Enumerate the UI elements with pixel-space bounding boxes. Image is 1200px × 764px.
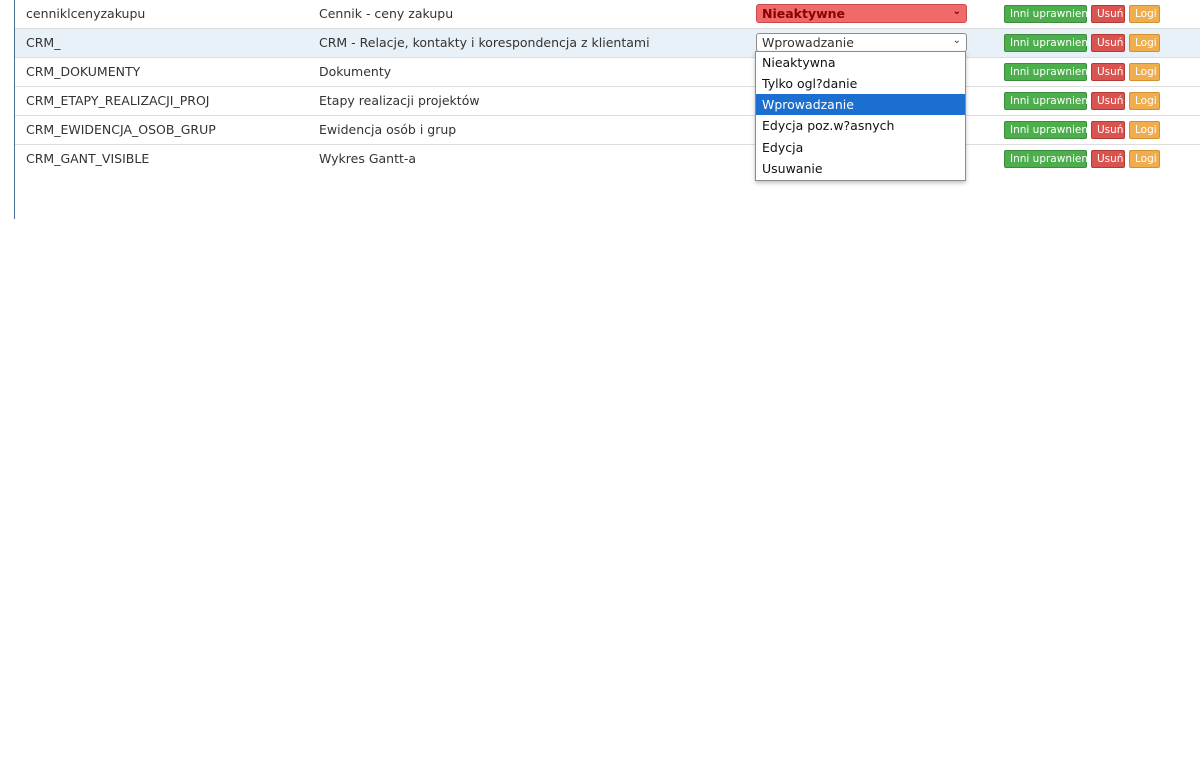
module-description: Ewidencja osób i grup xyxy=(319,122,457,137)
delete-button[interactable]: Usuń xyxy=(1091,150,1125,168)
chevron-down-icon: ⌄ xyxy=(952,35,961,46)
logs-button[interactable]: Logi xyxy=(1129,63,1160,81)
table-row xyxy=(15,57,1200,86)
delete-button[interactable]: Usuń xyxy=(1091,63,1125,81)
module-code: CRM_ xyxy=(26,35,61,50)
table-row xyxy=(15,144,1200,173)
chevron-down-icon: ⌄ xyxy=(952,6,961,17)
module-description: Etapy realizacji projektów xyxy=(319,93,480,108)
permission-select-value: Nieaktywne xyxy=(762,6,846,21)
dropdown-option[interactable]: Nieaktywna xyxy=(762,55,836,70)
delete-button[interactable]: Usuń xyxy=(1091,121,1125,139)
module-code: CRM_ETAPY_REALIZACJI_PROJ xyxy=(26,93,210,108)
table-row xyxy=(15,115,1200,144)
module-code: cenniklcenyzakupu xyxy=(26,6,146,21)
module-description: Wykres Gantt-a xyxy=(319,151,417,166)
dropdown-option[interactable]: Usuwanie xyxy=(762,161,823,176)
others-authorized-button[interactable]: Inni uprawnieni xyxy=(1004,150,1087,168)
logs-button[interactable]: Logi xyxy=(1129,92,1160,110)
permission-select[interactable] xyxy=(756,33,967,52)
dropdown-option[interactable]: Tylko ogl?danie xyxy=(762,76,858,91)
module-description: Dokumenty xyxy=(319,64,392,79)
dropdown-option[interactable]: Edycja poz.w?asnych xyxy=(762,118,895,133)
others-authorized-button[interactable]: Inni uprawnieni xyxy=(1004,63,1087,81)
module-code: CRM_GANT_VISIBLE xyxy=(26,151,150,166)
delete-button[interactable]: Usuń xyxy=(1091,34,1125,52)
logs-button[interactable]: Logi xyxy=(1129,150,1160,168)
dropdown-option[interactable]: Edycja xyxy=(762,140,804,155)
others-authorized-button[interactable]: Inni uprawnieni xyxy=(1004,92,1087,110)
others-authorized-button[interactable]: Inni uprawnieni xyxy=(1004,121,1087,139)
others-authorized-button[interactable]: Inni uprawnieni xyxy=(1004,5,1087,23)
permissions-panel xyxy=(14,0,1200,219)
logs-button[interactable]: Logi xyxy=(1129,34,1160,52)
module-code: CRM_DOKUMENTY xyxy=(26,64,141,79)
permission-dropdown-list xyxy=(755,51,966,181)
others-authorized-button[interactable]: Inni uprawnieni xyxy=(1004,34,1087,52)
logs-button[interactable]: Logi xyxy=(1129,121,1160,139)
delete-button[interactable]: Usuń xyxy=(1091,92,1125,110)
logs-button[interactable]: Logi xyxy=(1129,5,1160,23)
table-row xyxy=(15,0,1200,29)
module-code: CRM_EWIDENCJA_OSOB_GRUP xyxy=(26,122,216,137)
dropdown-option-selected[interactable]: Wprowadzanie xyxy=(756,94,965,115)
module-description: CRM - Relacje, kontakty i korespondencja z klientami xyxy=(319,35,650,50)
permission-select-value: Wprowadzanie xyxy=(762,35,854,50)
delete-button[interactable]: Usuń xyxy=(1091,5,1125,23)
table-row xyxy=(15,28,1200,57)
table-row xyxy=(15,86,1200,115)
permission-select[interactable] xyxy=(756,4,967,23)
module-description: Cennik - ceny zakupu xyxy=(319,6,454,21)
